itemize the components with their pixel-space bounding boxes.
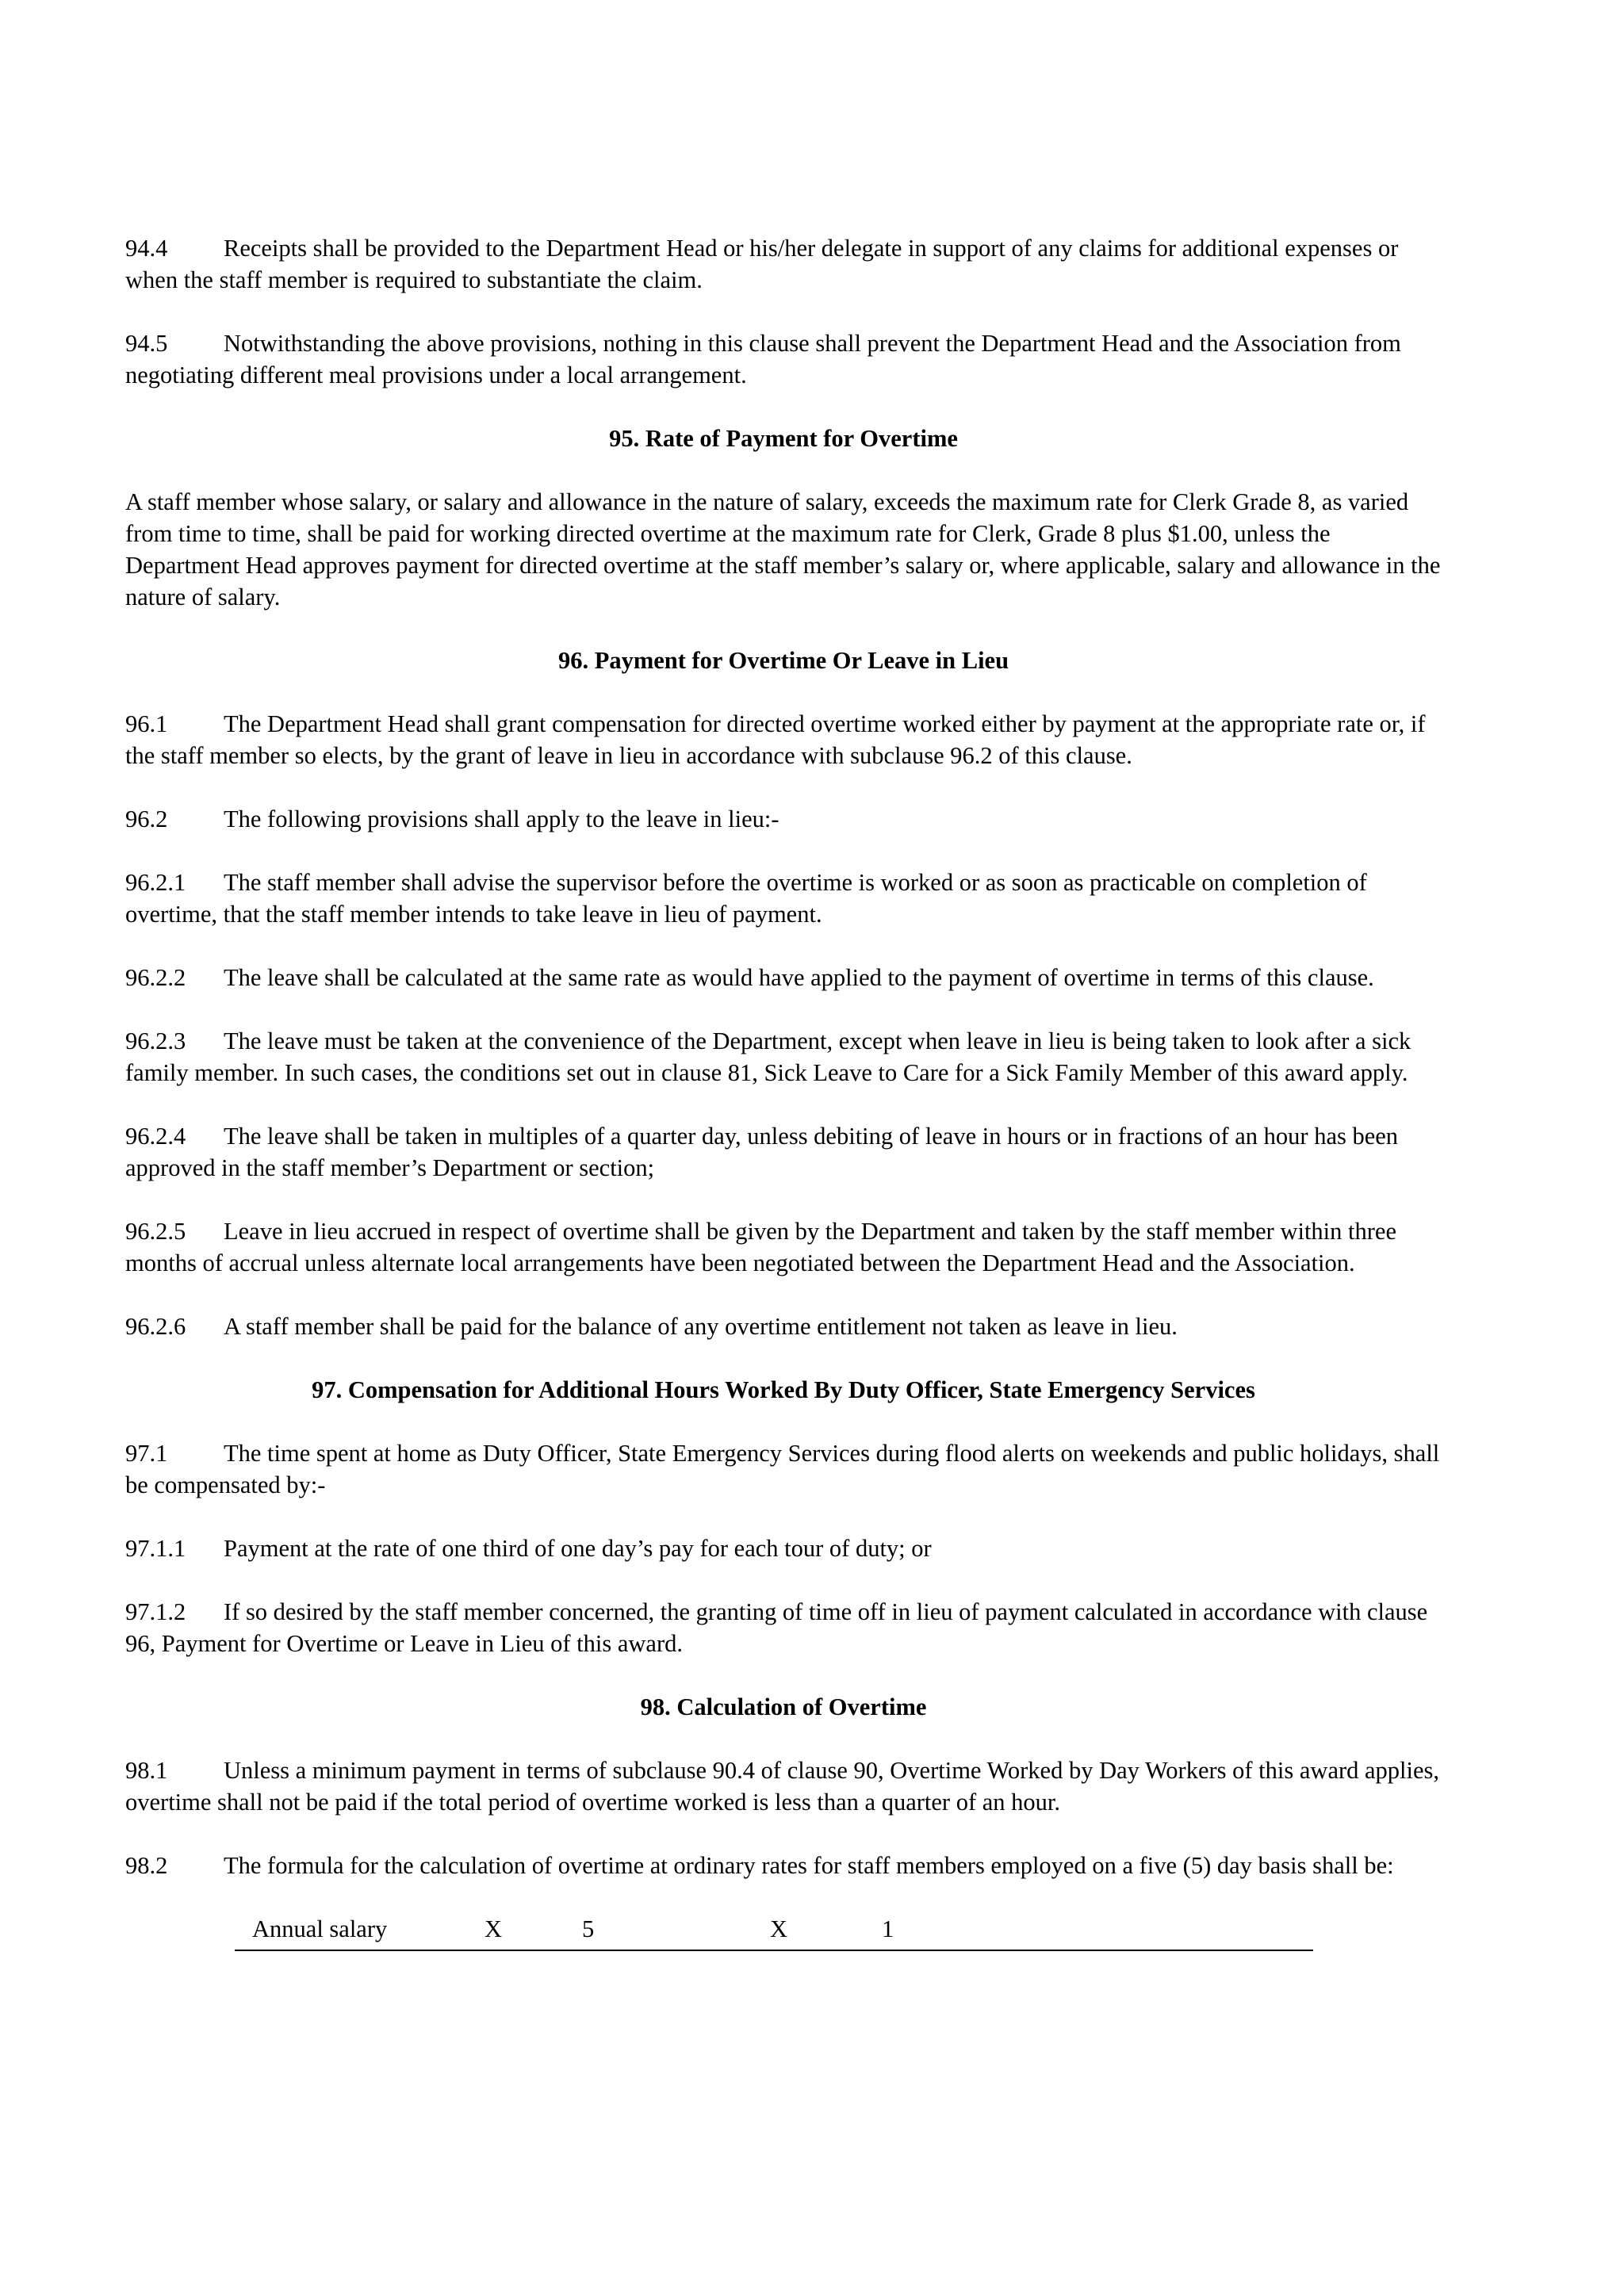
clause-96-2-4 [125,1120,1442,1184]
clause-number: 96.2.2 [125,964,186,991]
clause-98-2 [125,1850,1442,1881]
clause-number: 98.1 [125,1757,168,1784]
clause-text: The formula for the calculation of overtime at ordinary rates for staff members employed on a five (5) day basis shall be: [224,1852,1394,1879]
clause-text: The leave shall be taken in multiples of a quarter day, unless debiting of leave in hours or in fractions of an hour has been approved in the staff member’s Department or section; [125,1123,1399,1181]
document-page [125,232,1442,1951]
clause-94-4 [125,232,1442,296]
formula-multiply-2: X [770,1915,788,1942]
clause-text: The leave shall be calculated at the same rate as would have applied to the payment of overtime in terms of this clause. [224,964,1374,991]
clause-96-2-6 [125,1311,1442,1342]
clause-97-1 [125,1437,1442,1501]
formula-five: 5 [582,1915,595,1942]
clause-text: The time spent at home as Duty Officer, State Emergency Services during flood alerts on weekends and public holidays, shall be compensated by:- [125,1440,1440,1498]
clause-number: 94.5 [125,330,168,357]
clause-text: A staff member shall be paid for the balance of any overtime entitlement not taken as leave in lieu. [224,1313,1178,1340]
formula-multiply-1: X [485,1915,503,1942]
formula-annual-salary: Annual salary [252,1915,388,1942]
clause-text: The staff member shall advise the supervisor before the overtime is worked or as soon as practicable on completion of overtime, that the staff member intends to take leave in lieu of payment. [125,869,1367,928]
clause-number: 97.1 [125,1440,168,1467]
heading-95: 95. Rate of Payment for Overtime [609,425,958,452]
heading-96: 96. Payment for Overtime Or Leave in Lieu [557,647,1009,674]
clause-number: 96.2.6 [125,1313,186,1340]
clause-number: 98.2 [125,1852,168,1879]
clause-96-2-2 [125,962,1442,993]
clause-95-body: A staff member whose salary, or salary and allowance in the nature of salary, exceeds the maximum rate for Clerk Grade 8, as varied from time to time, shall be paid for working directed overtime at the maximum rate for Clerk, Grade 8 plus $1.00, unless the Department Head approves payment for directed overtime at the staff member’s salary or, where applicable, salary and allowance in the nature of salary. [125,488,1441,610]
clause-96-1 [125,708,1442,771]
clause-96-2 [125,803,1442,835]
clause-text: Unless a minimum payment in terms of subclause 90.4 of clause 90, Overtime Worked by Day Workers of this award applies, overtime shall not be paid if the total period of overtime worked is less than a quarter of an hour. [125,1757,1440,1816]
clause-94-5 [125,327,1442,391]
heading-97: 97. Compensation for Additional Hours Worked By Duty Officer, State Emergency Services [312,1376,1255,1403]
overtime-formula [235,1913,1313,1951]
clause-number: 96.1 [125,710,168,737]
clause-number: 94.4 [125,235,168,262]
clause-96-2-3 [125,1025,1442,1089]
clause-text: If so desired by the staff member concerned, the granting of time off in lieu of payment calculated in accordance with clause 96, Payment for Overtime or Leave in Lieu of this award. [125,1598,1428,1657]
clause-number: 96.2.1 [125,869,186,896]
clause-text: The Department Head shall grant compensation for directed overtime worked either by payment at the appropriate rate or, if the staff member so elects, by the grant of leave in lieu in accordance with subclause 96.2 of this clause. [125,710,1426,769]
clause-96-2-1 [125,867,1442,930]
clause-98-1 [125,1755,1442,1818]
clause-96-2-5 [125,1215,1442,1279]
clause-97-1-1 [125,1533,1442,1564]
clause-number: 96.2 [125,806,168,832]
clause-number: 97.1.1 [125,1535,186,1562]
clause-number: 96.2.4 [125,1123,186,1150]
clause-text: Receipts shall be provided to the Department Head or his/her delegate in support of any claims for additional expenses or when the staff member is required to substantiate the claim. [125,235,1399,293]
clause-number: 96.2.5 [125,1218,186,1245]
clause-text: The following provisions shall apply to the leave in lieu:- [224,806,779,832]
clause-text: Leave in lieu accrued in respect of overtime shall be given by the Department and taken by the staff member within three months of accrual unless alternate local arrangements have been negotiated between the Department Head and the Association. [125,1218,1396,1276]
clause-number: 96.2.3 [125,1027,186,1054]
heading-98: 98. Calculation of Overtime [640,1693,927,1720]
clause-text: Notwithstanding the above provisions, nothing in this clause shall prevent the Department Head and the Association from negotiating different meal provisions under a local arrangement. [125,330,1401,388]
clause-text: The leave must be taken at the convenience of the Department, except when leave in lieu is being taken to look after a sick family member. In such cases, the conditions set out in clause 81, Sick Leave to Care for a Sick Family Member of this award apply. [125,1027,1411,1086]
formula-one: 1 [882,1915,894,1942]
clause-number: 97.1.2 [125,1598,186,1625]
clause-97-1-2 [125,1596,1442,1659]
clause-text: Payment at the rate of one third of one day’s pay for each tour of duty; or [224,1535,932,1562]
